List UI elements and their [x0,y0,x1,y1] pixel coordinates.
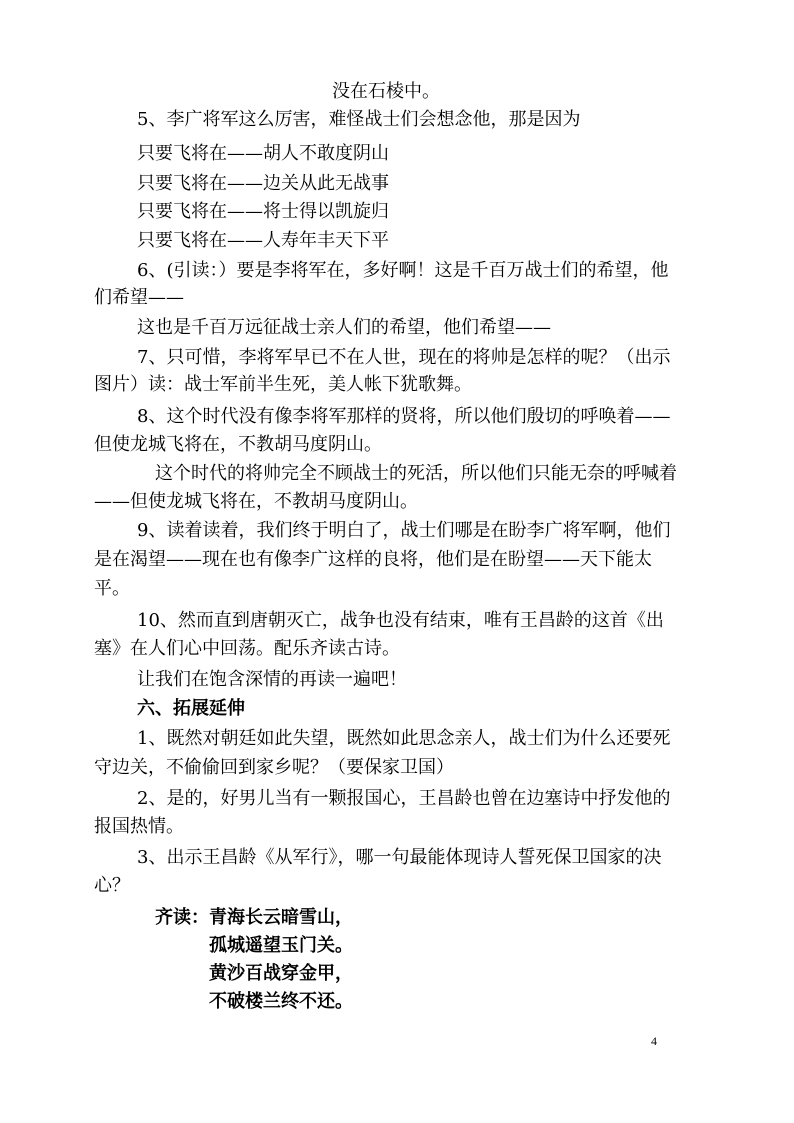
text-line: 没在石棱中。 [332,81,440,102]
text-line: 让我们在饱含深情的再读一遍吧！ [137,669,407,690]
text-line: 但使龙城飞将在，不教胡马度阴山。 [94,434,382,455]
text-line: 6、(引读：）要是李将军在，多好啊！这是千百万战士们的希望，他 [137,260,669,281]
poem-line: 不破楼兰终不还。 [209,991,353,1012]
poem-line: 齐读：青海长云暗雪山， [155,907,353,928]
text-line: 们希望—— [94,287,184,308]
text-line: 图片）读：战士军前半生死，美人帐下犹歌舞。 [94,374,472,395]
text-line: 8、这个时代没有像李将军那样的贤将，所以他们殷切的呼唤着—— [137,406,671,427]
poem-line: 孤城遥望玉门关。 [209,935,353,956]
text-line: 报国热情。 [94,816,184,837]
text-line: 只要飞将在——胡人不敢度阴山 [137,143,389,164]
text-line: 平。 [94,578,130,599]
page-number: 4 [651,1034,657,1048]
text-line: 只要飞将在——边关从此无战事 [137,173,389,194]
text-line: 3、出示王昌龄《从军行》，哪一句最能体现诗人誓死保卫国家的决 [137,847,662,868]
text-line: 只要飞将在——人寿年丰天下平 [137,230,389,251]
text-line: 9、读着读着，我们终于明白了，战士们哪是在盼李广将军啊，他们 [137,520,671,541]
text-line: 心？ [94,875,130,896]
text-line: 守边关，不偷偷回到家乡呢？（要保家卫国） [94,757,454,778]
text-line: 这也是千百万远征战士亲人们的希望，他们希望—— [137,317,551,338]
text-line: 是在渴望——现在也有像李广这样的良将，他们是在盼望——天下能太 [94,549,652,570]
text-line: 只要飞将在——将士得以凯旋归 [137,201,389,222]
text-line: 10、然而直到唐朝灭亡，战争也没有结束，唯有王昌龄的这首《出 [137,610,664,631]
text-line: 2、是的，好男儿当有一颗报国心，王昌龄也曾在边塞诗中抒发他的 [137,788,671,809]
text-line: ——但使龙城飞将在，不教胡马度阴山。 [94,491,418,512]
text-line: 5、李广将军这么厉害，难怪战士们会想念他，那是因为 [137,109,581,130]
text-line: 塞》在人们心中回荡。配乐齐读古诗。 [94,638,400,659]
text-line: 这个时代的将帅完全不顾战士的死活，所以他们只能无奈的呼喊着 [155,463,677,484]
poem-line: 黄沙百战穿金甲， [209,963,353,984]
section-heading: 六、拓展延伸 [137,698,245,719]
text-line: 1、既然对朝廷如此失望，既然如此思念亲人，战士们为什么还要死 [137,728,671,749]
text-line: 7、只可惜，李将军早已不在人世，现在的将帅是怎样的呢？（出示 [137,347,671,368]
